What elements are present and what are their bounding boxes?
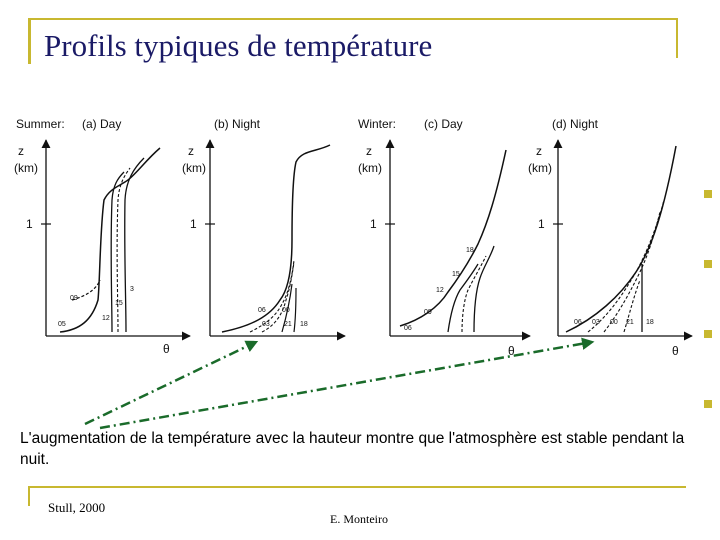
- panel-d-curve-label: 18: [646, 319, 654, 326]
- footer-rule: [28, 486, 686, 488]
- panel-b-profile: [222, 145, 330, 332]
- panel-d-z-unit: (km): [528, 161, 552, 175]
- panel-b-curve-label: 21: [284, 321, 292, 328]
- panel-c-curve-label: 09: [424, 309, 432, 316]
- panel-d-profile: [566, 146, 676, 332]
- panel-d-title: (d) Night: [552, 117, 599, 131]
- panel-b: [182, 140, 345, 336]
- panel-d-curve-label: 00: [610, 319, 618, 326]
- panel-d-curve-label: 21: [626, 319, 634, 326]
- caption-text: L'augmentation de la température avec la hauteur montre que l'atmosphère est stable pendant la nuit.: [20, 430, 685, 468]
- panel-d-z: z: [536, 144, 542, 158]
- panel-d-curve-label: 06: [574, 319, 582, 326]
- panel-b-title: (b) Night: [214, 117, 261, 131]
- panel-a-curve-label: 15: [115, 300, 123, 307]
- panel-c-curve-label: 06: [404, 325, 412, 332]
- footer-rule-tick: [28, 486, 30, 506]
- summer-label: Summer:: [16, 117, 65, 131]
- panel-b-one: 1: [190, 217, 197, 231]
- panel-c-profile: [400, 150, 506, 326]
- panel-a-z-unit: (km): [14, 161, 38, 175]
- panel-d: [528, 140, 692, 358]
- panel-c-z-unit: (km): [358, 161, 382, 175]
- panel-a-title: (a) Day: [82, 117, 122, 131]
- panel-b-curve-label: 06: [258, 307, 266, 314]
- panel-b-curve-label: 18: [300, 321, 308, 328]
- panel-c-curve-label: 15: [452, 271, 460, 278]
- panel-d-one: 1: [538, 217, 545, 231]
- slide-title: Profils typiques de température: [44, 28, 433, 63]
- panel-c: [358, 140, 530, 358]
- panel-a-profile: [117, 168, 130, 332]
- panel-b-z: z: [188, 144, 194, 158]
- night-pointer-arrow: [85, 342, 256, 424]
- panel-c-z: z: [366, 144, 372, 158]
- panel-a-curve-label: 12: [102, 315, 110, 322]
- panel-b-profile: [294, 288, 296, 332]
- author-name: E. Monteiro: [330, 512, 388, 526]
- panel-c-curve-label: 18: [466, 247, 474, 254]
- panel-a: [14, 140, 190, 356]
- panel-b-curve-label: 03: [262, 321, 270, 328]
- panel-b-curve-label: 00: [282, 307, 290, 314]
- source-credit: Stull, 2000: [48, 500, 106, 515]
- panel-a-curve-label: 3: [130, 286, 134, 293]
- night-pointer-arrow: [100, 342, 592, 428]
- panel-a-profile: [125, 158, 144, 332]
- panel-a-curve-label: 05: [58, 321, 66, 328]
- panel-a-profile: [60, 148, 160, 332]
- panel-b-z-unit: (km): [182, 161, 206, 175]
- panel-c-one: 1: [370, 217, 377, 231]
- panel-c-title: (c) Day: [424, 117, 463, 131]
- panel-d-curve-label: 03: [592, 319, 600, 326]
- panel-a-theta: θ: [163, 342, 170, 356]
- panel-c-theta: θ: [508, 344, 515, 358]
- panel-d-theta: θ: [672, 344, 679, 358]
- panel-a-z: z: [18, 144, 24, 158]
- panel-c-curve-label: 12: [436, 287, 444, 294]
- panel-a-one: 1: [26, 217, 33, 231]
- panel-a-curve-label: 09: [70, 295, 78, 302]
- panel-d-profile: [604, 212, 660, 332]
- winter-label: Winter:: [358, 117, 397, 131]
